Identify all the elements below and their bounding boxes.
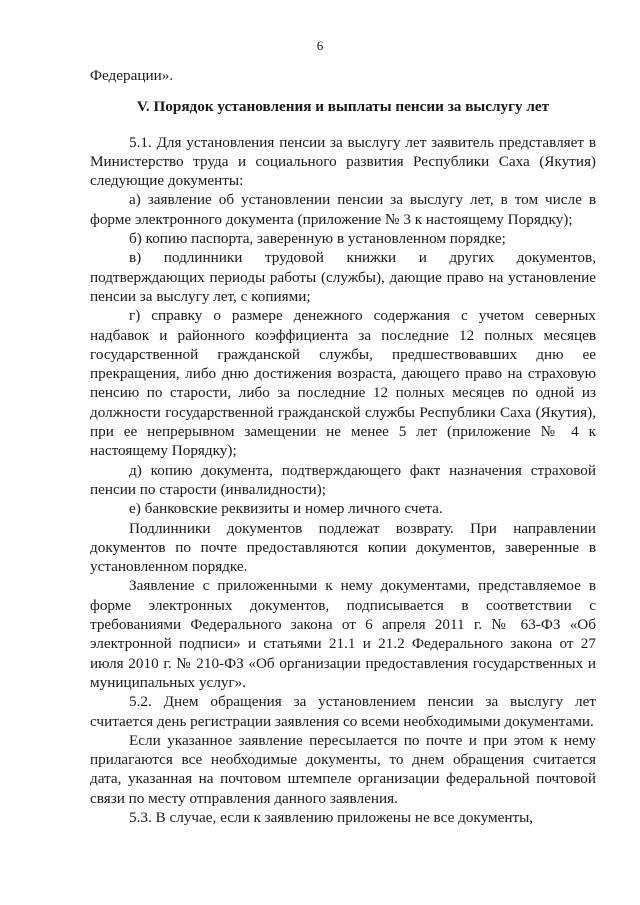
carry-over-text: Федерации».: [90, 67, 174, 84]
paragraph-electronic-signature: Заявление с приложенными к нему документами, представляемое в форме электронных документов, подписывается в соответствии с требованиями Федерального закона от 6 апреля 2011 г. № 63-ФЗ «Об электронной подписи» и статьями 21.1 и 21.2 Федерального закона от 27 июля 2010 г. № 210-ФЗ «Об организации предоставления государственных и муниципальных услуг».: [90, 577, 596, 691]
paragraph-5-3: 5.3. В случае, если к заявлению приложены не все документы,: [129, 808, 534, 826]
list-item-a: а) заявление об установлении пенсии за выслугу лет, в том числе в форме электронного документа (приложение № 3 к настоящему Порядку);: [90, 191, 596, 228]
list-item-b: б) копию паспорта, заверенную в установленном порядке;: [129, 230, 506, 248]
document-body: [90, 66, 596, 827]
paragraph-originals-return: Подлинники документов подлежат возврату. При направлении документов по почте предоставляются копии документов, заверенные в установленном порядке.: [90, 519, 596, 576]
page-number: 6: [316, 38, 324, 53]
section-heading: V. Порядок установления и выплаты пенсии за выслугу лет: [136, 98, 550, 116]
list-item-v: в) подлинники трудовой книжки и других документов, подтверждающих периоды работы (службы), дающие право на установление пенсии за выслугу лет, с копиями;: [90, 249, 596, 305]
paragraph-5-1: 5.1. Для установления пенсии за выслугу лет заявитель представляет в Министерство труда и социального развития Республики Саха (Якутия) следующие документы:: [90, 133, 596, 190]
paragraph-postal-submission: Если указанное заявление пересылается по почте и при этом к нему прилагаются все необходимые документы, то днем обращения считается дата, указанная на почтовом штемпеле организации федеральной почтовой связи по месту отправления данного заявления.: [90, 731, 596, 807]
list-item-g: г) справку о размере денежного содержания с учетом северных надбавок и районного коэффициента за последние 12 полных месяцев государственной гражданской службы, предшествовавших дню ее прекращения, либо дню достижения возраста, дающего право на страховую пенсию по старости, либо за последние 12 полных месяцев по одной из должности государственной гражданской службы Республики Саха (Якутия), при ее непрерывном замещении не менее 5 лет (приложение № 4 к настоящему Порядку);: [90, 307, 596, 460]
list-item-e: е) банковские реквизиты и номер личного счета.: [129, 500, 443, 518]
list-item-d: д) копию документа, подтверждающего факт назначения страховой пенсии по старости (инвалидности);: [90, 461, 596, 498]
paragraph-5-2: 5.2. Днем обращения за установлением пенсии за выслугу лет считается день регистрации заявления со всеми необходимыми документами.: [90, 693, 596, 730]
